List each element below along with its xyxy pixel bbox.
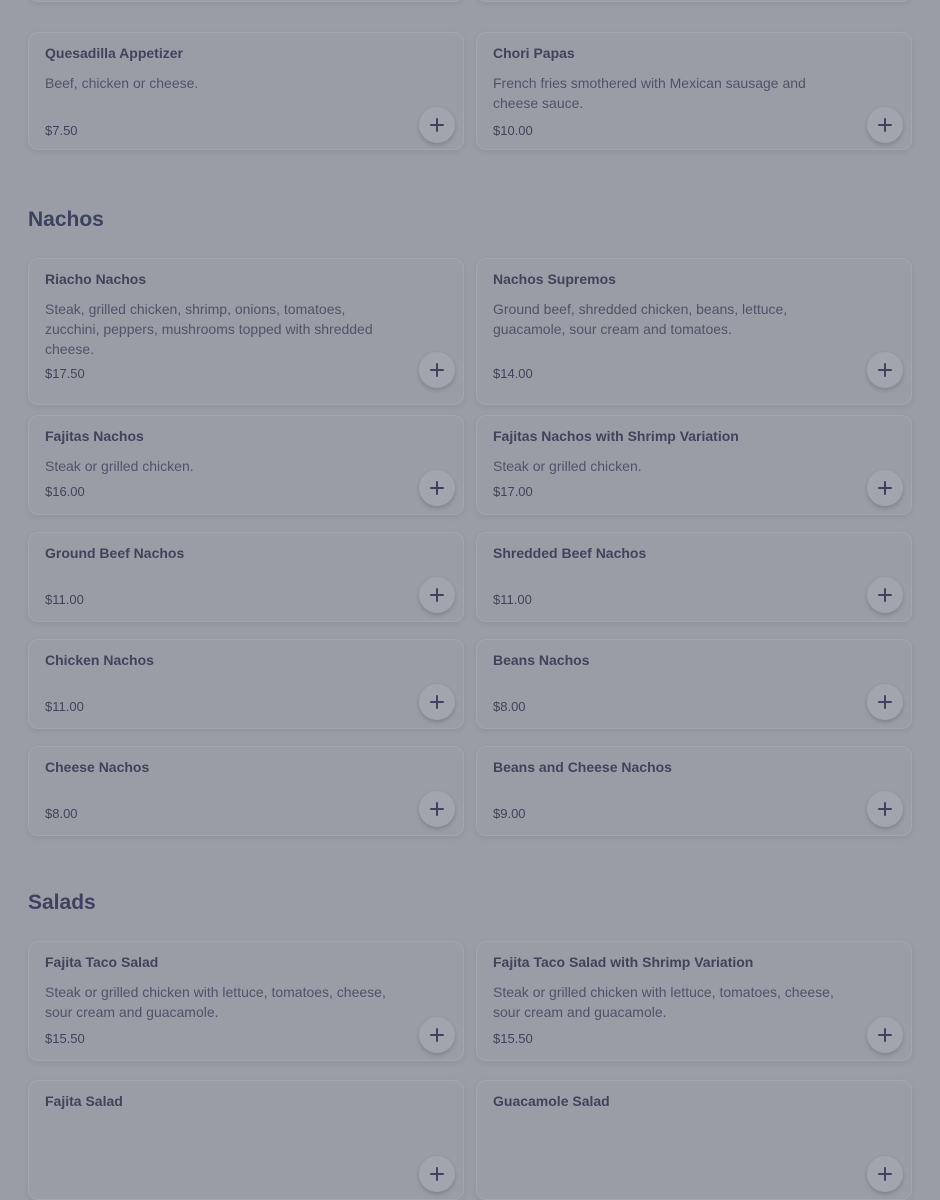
item-name: Chori Papas xyxy=(493,45,575,61)
add-item-button[interactable] xyxy=(419,1017,455,1053)
plus-icon xyxy=(430,1167,444,1181)
item-price: $17.00 xyxy=(493,484,533,499)
item-name: Chicken Nachos xyxy=(45,652,154,668)
item-price: $8.00 xyxy=(45,806,78,821)
item-description: Steak, grilled chicken, shrimp, onions, tomatoes, zucchini, peppers, mushrooms topped with shredded cheese. xyxy=(45,301,373,357)
item-price: $14.00 xyxy=(493,366,533,381)
menu-item-card[interactable] xyxy=(476,0,912,2)
menu-item-card[interactable] xyxy=(476,532,912,622)
add-item-button[interactable] xyxy=(867,352,903,388)
menu-item-card[interactable] xyxy=(28,1080,464,1200)
add-item-button[interactable] xyxy=(419,1156,455,1192)
add-item-button[interactable] xyxy=(419,470,455,506)
menu-item-card[interactable] xyxy=(476,415,912,515)
item-description: Steak or grilled chicken with lettuce, tomatoes, cheese, sour cream and guacamole. xyxy=(45,984,386,1020)
add-item-button[interactable] xyxy=(419,791,455,827)
plus-icon xyxy=(878,1167,892,1181)
item-price: $11.00 xyxy=(45,699,84,714)
menu-item-card[interactable] xyxy=(28,258,464,405)
menu-item-card[interactable] xyxy=(28,639,464,729)
item-name: Beans and Cheese Nachos xyxy=(493,759,672,775)
item-name: Fajita Taco Salad with Shrimp Variation xyxy=(493,954,754,970)
item-description: Steak or grilled chicken. xyxy=(45,458,194,474)
menu-item-card[interactable] xyxy=(476,746,912,836)
menu-item-card[interactable] xyxy=(476,941,912,1061)
menu-item-card[interactable] xyxy=(28,746,464,836)
item-price: $9.00 xyxy=(493,806,526,821)
plus-icon xyxy=(878,802,892,816)
add-item-button[interactable] xyxy=(419,107,455,143)
plus-icon xyxy=(878,695,892,709)
section-title: Salads xyxy=(28,891,96,914)
item-price: $8.00 xyxy=(493,699,526,714)
plus-icon xyxy=(430,118,444,132)
add-item-button[interactable] xyxy=(419,577,455,613)
item-price: $15.50 xyxy=(493,1031,533,1046)
item-name: Guacamole Salad xyxy=(493,1093,610,1109)
item-name: Shredded Beef Nachos xyxy=(493,545,647,561)
item-name: Fajita Taco Salad xyxy=(45,954,159,970)
item-price: $11.00 xyxy=(45,592,84,607)
item-description: Steak or grilled chicken with lettuce, tomatoes, cheese, sour cream and guacamole. xyxy=(493,984,834,1020)
item-description: Ground beef, shredded chicken, beans, lettuce, guacamole, sour cream and tomatoes. xyxy=(493,301,788,337)
item-price: $16.00 xyxy=(45,484,85,499)
add-item-button[interactable] xyxy=(867,791,903,827)
item-name: Quesadilla Appetizer xyxy=(45,45,183,61)
menu-item-card[interactable] xyxy=(28,415,464,515)
item-name: Ground Beef Nachos xyxy=(45,545,185,561)
menu-item-card[interactable] xyxy=(28,32,464,150)
plus-icon xyxy=(878,481,892,495)
plus-icon xyxy=(430,481,444,495)
item-name: Nachos Supremos xyxy=(493,271,616,287)
plus-icon xyxy=(430,802,444,816)
add-item-button[interactable] xyxy=(867,1017,903,1053)
menu-item-card[interactable] xyxy=(28,532,464,622)
plus-icon xyxy=(878,363,892,377)
item-name: Riacho Nachos xyxy=(45,271,147,287)
item-name: Beans Nachos xyxy=(493,652,590,668)
menu-item-card[interactable] xyxy=(28,0,464,2)
item-description: Steak or grilled chicken. xyxy=(493,458,642,474)
add-item-button[interactable] xyxy=(419,352,455,388)
item-description: French fries smothered with Mexican sausage and cheese sauce. xyxy=(493,75,806,111)
plus-icon xyxy=(878,118,892,132)
item-name: Fajitas Nachos xyxy=(45,428,144,444)
menu-item-card[interactable] xyxy=(476,258,912,405)
item-price: $10.00 xyxy=(493,123,533,138)
menu-item-card[interactable] xyxy=(476,639,912,729)
menu-item-card[interactable] xyxy=(476,32,912,150)
item-name: Fajitas Nachos with Shrimp Variation xyxy=(493,428,739,444)
add-item-button[interactable] xyxy=(867,1156,903,1192)
add-item-button[interactable] xyxy=(867,470,903,506)
plus-icon xyxy=(430,1028,444,1042)
item-price: $7.50 xyxy=(45,123,78,138)
add-item-button[interactable] xyxy=(867,684,903,720)
menu-item-card[interactable] xyxy=(476,1080,912,1200)
item-name: Cheese Nachos xyxy=(45,759,150,775)
item-price: $15.50 xyxy=(45,1031,85,1046)
item-price: $17.50 xyxy=(45,366,85,381)
plus-icon xyxy=(878,1028,892,1042)
item-price: $11.00 xyxy=(493,592,532,607)
plus-icon xyxy=(430,363,444,377)
plus-icon xyxy=(430,695,444,709)
add-item-button[interactable] xyxy=(867,577,903,613)
item-name: Fajita Salad xyxy=(45,1093,123,1109)
section-title: Nachos xyxy=(28,208,104,231)
add-item-button[interactable] xyxy=(867,107,903,143)
plus-icon xyxy=(878,588,892,602)
add-item-button[interactable] xyxy=(419,684,455,720)
plus-icon xyxy=(430,588,444,602)
menu-item-card[interactable] xyxy=(28,941,464,1061)
item-description: Beef, chicken or cheese. xyxy=(45,75,199,91)
